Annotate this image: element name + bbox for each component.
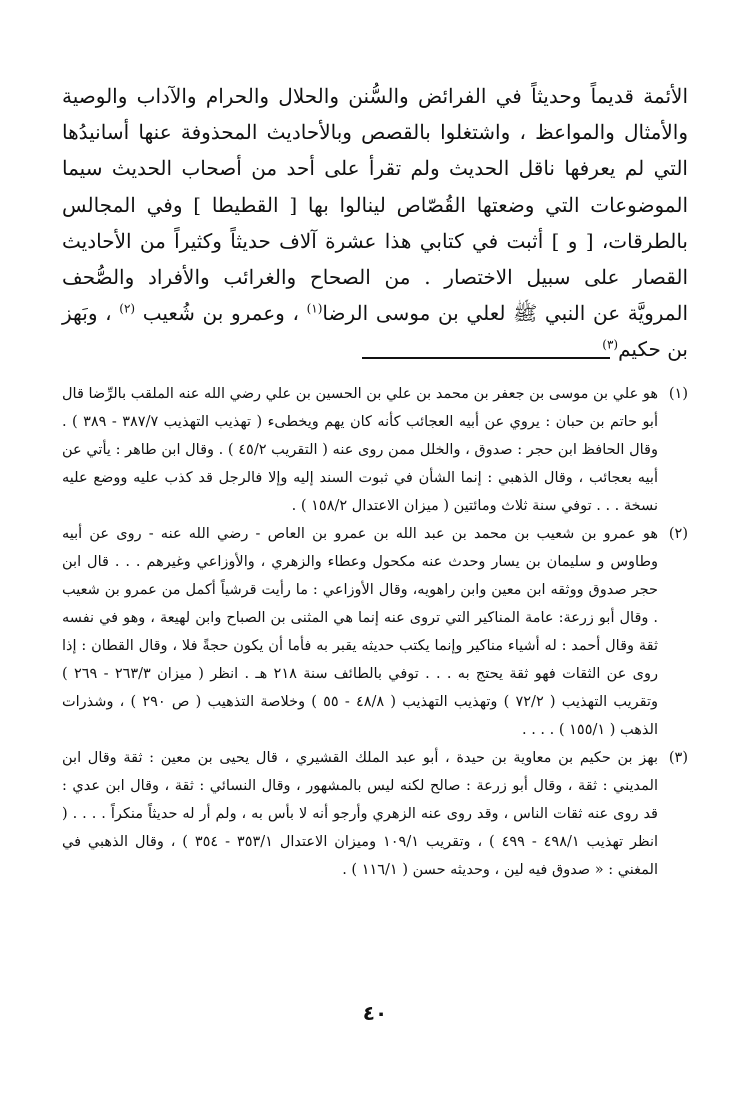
footnotes [62,380,688,884]
main-text-segment: ، وبَهز بن حكيم [62,301,688,362]
footnote-text: هو عمرو بن شعيب بن محمد بن عبد الله بن عمرو بن العاص - رضي الله عنه - روى عن أبيه وطاوس و سليمان بن يسار وحدث عنه مكحول وعطاء والزهري ، والأوزاعي وغيرهم . . . قال ابن حجر صدوق ووثقه ابن معين وابن راهويه، وقال الأوزاعي : ما رأيت قرشياً أكمل من عمرو بن شعيب . وقال أبو زرعة: عامة المناكير التي تروى عنه إنما هي المثنى بن الصباح وابن لهيعة ، وهو في نفسه ثقة وقال أحمد : له أشياء مناكير وإنما يكتب حديثه يقبر به فأما أن يكون حجةً فلا ، وقال القطان : إذا روى عن الثقات فهو ثقة يحتج به . . . توفي بالطائف سنة ٢١٨ هـ . انظر ( ميزان ٢٦٣/٣ - ٢٦٩ ) وتقريب التهذيب ( ٧٢/٢ ) وتهذيب التهذيب ( ٤٨/٨ - ٥٥ ) وخلاصة التذهيب ( ص ٢٩٠ ) ، وشذرات الذهب ( ١٥٥/١ ) . . . . [62,526,658,738]
footnote-divider [362,357,610,359]
footnote-number: (١) [668,386,688,402]
footnote-ref-3: (٣) [602,337,619,352]
footnote-ref-2: (٢) [119,301,136,316]
main-text [62,78,688,368]
page-number: ٤٠ [362,1001,388,1025]
main-text-segment: ، وعمرو بن شُعيب [135,301,307,326]
footnote-number: (٢) [668,526,688,542]
footnote [62,380,688,520]
footnote-text: هو علي بن موسى بن جعفر بن محمد بن علي بن الحسين بن علي رضي الله عنه الملقب بالرِّضا قال أبو حاتم بن حبان : يروي عن أبيه العجائب كأنه كان يهم ويخطىء ( تهذيب التهذيب ٣٨٧/٧ - ٣٨٩ ) . وقال الحافظ ابن حجر : صدوق ، والخلل ممن روى عنه ( التقريب ٤٥/٢ ) . وقال ابن طاهر : يأتي عن أبيه بعجائب ، وقال الذهبي : إنما الشأن في ثبوت السند إليه وإلا فالرجل قد كذب عليه ووضع عليه نسخة . . . توفي سنة ثلاث ومائتين ( ميزان الاعتدال ١٥٨/٢ ) . [62,386,658,514]
footnote [62,744,688,884]
main-text-body: الأئمة قديماً وحديثاً في الفرائض والسُّنن والحلال والحرام والآداب والوصية والأمثال والمواعظ ، واشتغلوا بالقصص وبالأحاديث المحذوفة عنها أسانيدُها التي لم يعرفها ناقل الحديث ولم تقرأ على أحد من أصحاب الحديث سيما الموضوعات التي وضعتها القُصّاص لينالوا بها [ القطيطا ] وفي المجالس بالطرقات، [ و ] أثبت في كتابي هذا عشرة آلاف حديثاً وكثيراً من الأحاديث القصار على سبيل الاختصار . من الصحاح والغرائب والأفراد والصُّحف المرويَّة عن النبي ﷺ لعلي بن موسى الرضا [62,84,688,326]
footnote-text: بهز بن حكيم بن معاوية بن حيدة ، أبو عبد الملك القشيري ، قال يحيى بن معين : ثقة وقال ابن المديني : ثقة ، وقال أبو زرعة : صالح لكنه ليس بالمشهور ، وقال النسائي : ثقة ، وقال ابن عدي : قد روى عنه ثقات الناس ، وقد روى عنه الزهري وأرجو أنه لا بأس به ، ولم أر له حديثاً منكراً . . . . ( انظر تهذيب ٤٩٨/١ - ٤٩٩ ) ، وتقريب ١٠٩/١ وميزان الاعتدال ٣٥٣/١ - ٣٥٤ ) ، وقال الذهبي في المغني : « صدوق فيه لين ، وحديثه حسن ( ١١٦/١ ) . [62,750,659,878]
footnote-ref-1: (١) [306,301,323,316]
footnote [62,520,688,744]
footnote-number: (٣) [668,750,688,766]
